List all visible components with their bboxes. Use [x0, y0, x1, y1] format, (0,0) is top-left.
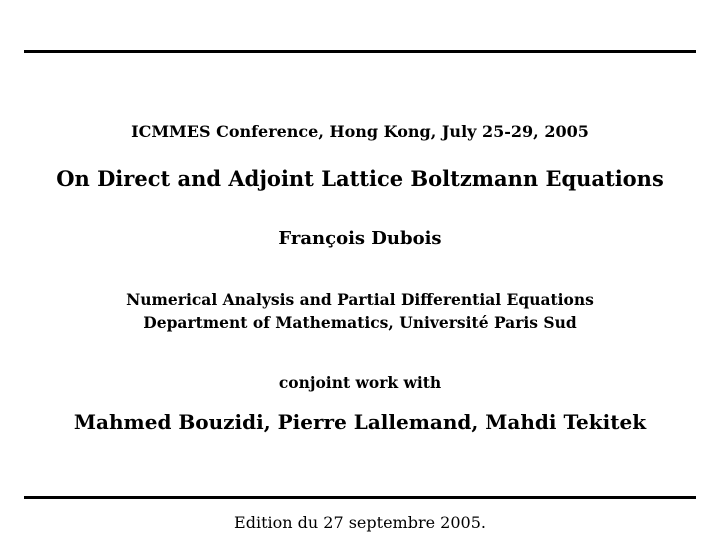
author-name: François Dubois [278, 228, 442, 249]
affiliation-line-2: Department of Mathematics, Université Paris Sud [143, 313, 577, 332]
page-title: On Direct and Adjoint Lattice Boltzmann Equations [56, 166, 664, 191]
affiliation-line-1: Numerical Analysis and Partial Differential Equations [126, 290, 594, 309]
bottom-rule [24, 496, 696, 499]
conference-line: ICMMES Conference, Hong Kong, July 25-29, 2005 [131, 122, 589, 141]
conjoint-label: conjoint work with [278, 373, 442, 392]
top-rule [24, 50, 696, 53]
coauthors-line: Mahmed Bouzidi, Pierre Lallemand, Mahdi Tekitek [73, 410, 647, 434]
edition-date: Edition du 27 septembre 2005. [234, 513, 486, 532]
